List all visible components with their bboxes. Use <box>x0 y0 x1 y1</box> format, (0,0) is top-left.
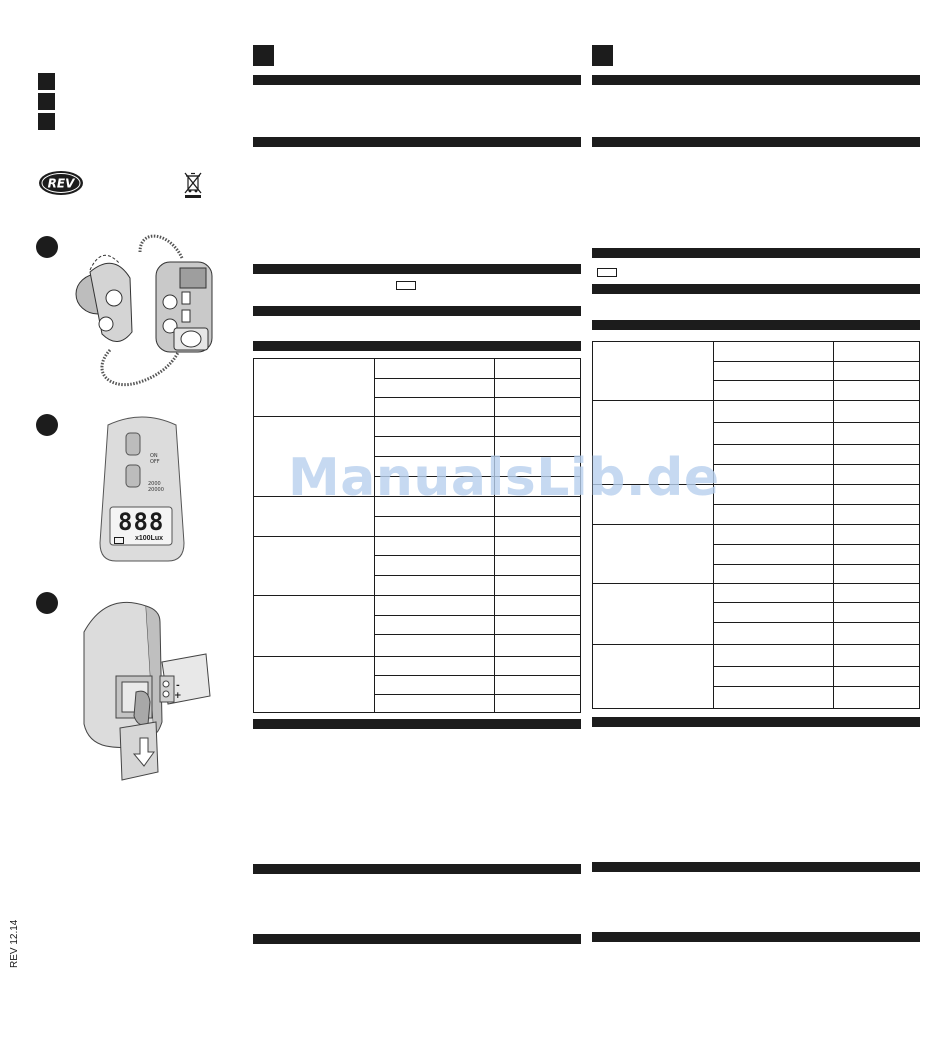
table-cell <box>495 379 581 398</box>
section-bar-middle-4 <box>253 306 581 316</box>
table-cell <box>374 695 495 713</box>
figure-1-number <box>36 236 58 258</box>
table-cell <box>254 359 375 417</box>
section-bar-right-3 <box>592 248 920 258</box>
svg-text:REV: REV <box>47 176 75 191</box>
section-bar-middle-2 <box>253 137 581 147</box>
figure-2-meter-front <box>98 413 186 565</box>
table-cell <box>834 505 920 525</box>
table-cell <box>593 645 714 709</box>
language-marker-3 <box>38 113 55 130</box>
table-cell <box>495 359 581 379</box>
lcd-unit: x100Lux <box>135 535 164 542</box>
table-cell <box>713 687 834 709</box>
table-cell <box>374 657 495 676</box>
table-cell <box>495 417 581 437</box>
table-cell <box>834 401 920 423</box>
table-cell <box>834 603 920 623</box>
section-bar-right-6 <box>592 717 920 727</box>
table-cell <box>834 565 920 584</box>
language-marker-middle <box>253 45 274 66</box>
table-cell <box>374 596 495 616</box>
table-cell <box>834 545 920 565</box>
table-cell <box>713 565 834 584</box>
table-cell <box>374 359 495 379</box>
section-bar-middle-5 <box>253 341 581 351</box>
table-cell <box>495 537 581 556</box>
revision-code: REV 12.14 <box>9 919 20 968</box>
table-cell <box>713 423 834 445</box>
section-bar-right-4 <box>592 284 920 294</box>
section-bar-middle-8 <box>253 934 581 944</box>
svg-text:20000: 20000 <box>148 487 164 493</box>
table-cell <box>374 417 495 437</box>
figure-2-number <box>36 414 58 436</box>
table-cell <box>713 584 834 603</box>
table-cell <box>834 342 920 362</box>
table-cell <box>713 342 834 362</box>
table-cell <box>713 465 834 485</box>
svg-text:-: - <box>176 681 180 691</box>
table-cell <box>713 545 834 565</box>
figure-1-sensor-and-meter <box>70 232 220 392</box>
language-marker-1 <box>38 73 55 90</box>
table-cell <box>495 695 581 713</box>
table-cell <box>495 398 581 417</box>
battery-indicator-icon <box>114 537 124 544</box>
table-cell <box>254 657 375 713</box>
battery-symbol-icon-right <box>597 268 617 277</box>
table-cell <box>713 362 834 381</box>
table-cell <box>495 657 581 676</box>
table-cell <box>834 667 920 687</box>
table-cell <box>374 576 495 596</box>
table-cell <box>834 645 920 667</box>
table-cell <box>495 616 581 635</box>
section-bar-right-2 <box>592 137 920 147</box>
figure-3-battery-replacement <box>76 592 216 782</box>
table-cell <box>834 362 920 381</box>
table-cell <box>374 398 495 417</box>
table-cell <box>713 645 834 667</box>
table-cell <box>593 342 714 401</box>
table-cell <box>713 667 834 687</box>
battery-symbol-icon <box>396 281 416 290</box>
table-cell <box>593 525 714 584</box>
table-cell <box>495 556 581 576</box>
section-bar-right-7 <box>592 862 920 872</box>
language-marker-right <box>592 45 613 66</box>
table-cell <box>495 517 581 537</box>
spec-table-right <box>592 341 920 709</box>
table-cell <box>834 445 920 465</box>
table-cell <box>374 616 495 635</box>
svg-text:+: + <box>174 691 182 701</box>
section-bar-right-5 <box>592 320 920 330</box>
svg-text:OFF: OFF <box>150 459 160 465</box>
section-bar-right-8 <box>592 932 920 942</box>
section-bar-middle-7 <box>253 864 581 874</box>
table-cell <box>593 584 714 645</box>
figure-3-number <box>36 592 58 614</box>
rev-logo <box>38 170 84 196</box>
table-cell <box>713 485 834 505</box>
table-cell <box>374 635 495 657</box>
table-cell <box>374 379 495 398</box>
section-bar-middle-3 <box>253 264 581 274</box>
svg-text:2000: 2000 <box>148 481 161 487</box>
table-cell <box>495 635 581 657</box>
table-cell <box>374 556 495 576</box>
table-cell <box>713 381 834 401</box>
table-cell <box>834 485 920 505</box>
table-cell <box>834 423 920 445</box>
table-cell <box>834 525 920 545</box>
table-cell <box>834 623 920 645</box>
table-cell <box>254 596 375 657</box>
svg-text:ON: ON <box>150 453 158 459</box>
table-cell <box>713 525 834 545</box>
table-cell <box>374 537 495 556</box>
table-cell <box>834 465 920 485</box>
table-cell <box>834 584 920 603</box>
section-bar-right-1 <box>592 75 920 85</box>
weee-bin-icon <box>183 171 203 199</box>
table-cell <box>374 676 495 695</box>
section-bar-middle-6 <box>253 719 581 729</box>
table-cell <box>374 517 495 537</box>
table-cell <box>713 603 834 623</box>
lcd-digits: 888 <box>118 508 165 536</box>
table-cell <box>713 401 834 423</box>
table-cell <box>254 537 375 596</box>
table-cell <box>713 445 834 465</box>
watermark: ManualsLib.de <box>288 448 720 508</box>
table-cell <box>495 576 581 596</box>
table-cell <box>834 687 920 709</box>
section-bar-middle-1 <box>253 75 581 85</box>
table-cell <box>495 596 581 616</box>
table-cell <box>495 676 581 695</box>
language-marker-2 <box>38 93 55 110</box>
table-cell <box>713 623 834 645</box>
table-cell <box>834 381 920 401</box>
spec-table-middle <box>253 358 581 713</box>
table-cell <box>713 505 834 525</box>
